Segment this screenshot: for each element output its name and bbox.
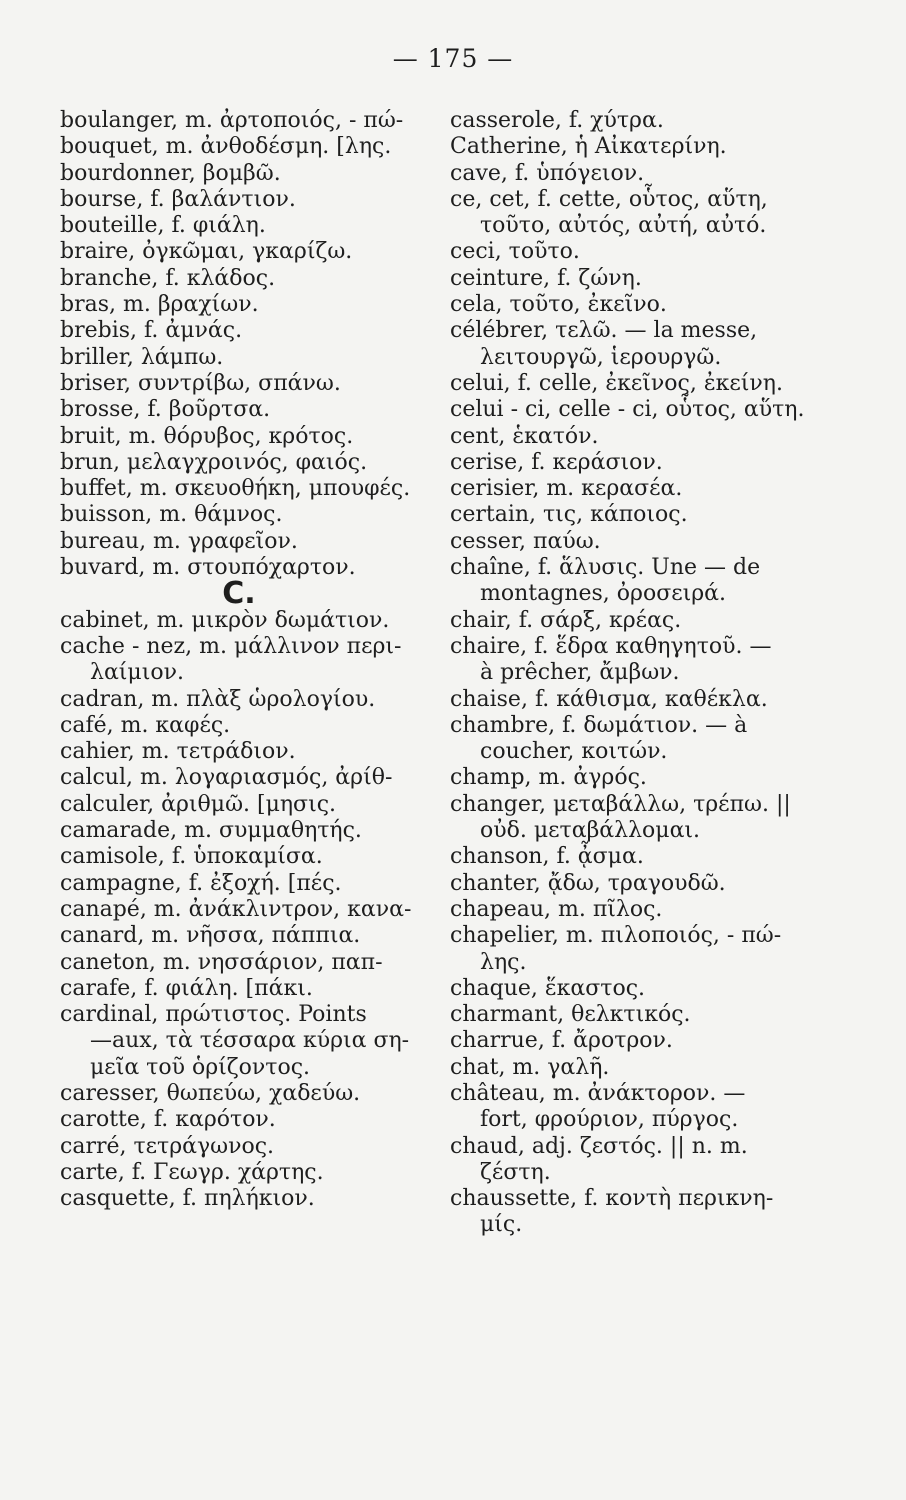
right-column [450,108,848,1239]
dictionary-line: certain, τις, κάποιος. [450,502,688,528]
dictionary-line: ce, cet, f. cette, οὗτος, αὕτη, [450,186,768,212]
dictionary-line: charrue, f. ἄροτρον. [450,1028,673,1054]
dictionary-line: bourdonner, βομβῶ. [60,160,281,186]
dictionary-line: celui, f. celle, ἐκεῖνος, ἐκείνη. [450,370,783,396]
dictionary-line: μίς. [480,1212,523,1238]
dictionary-line: λαίμιον. [90,660,184,686]
dictionary-line: buisson, m. θάμνος. [60,502,283,528]
dictionary-line: cerisier, m. κερασέα. [450,476,683,502]
dictionary-line: cesser, παύω. [450,528,601,554]
dictionary-line: carotte, f. καρότον. [60,1107,276,1133]
dictionary-line: casserole, f. χύτρα. [450,108,664,133]
dictionary-line: chambre, f. δωμάτιον. — à [450,712,748,738]
dictionary-line: cela, τοῦτο, ἐκεῖνο. [450,292,667,318]
page-number: — 175 — [392,44,514,73]
dictionary-line: bouquet, m. ἀνθοδέσμη. [λης. [60,134,392,160]
dictionary-line: briser, συντρίβω, σπάνω. [60,370,341,396]
dictionary-line: cent, ἑκατόν. [450,423,599,449]
dictionary-line: chaussette, f. κοντὴ περικνη- [450,1186,774,1212]
dictionary-line: camisole, f. ὑποκαμίσα. [60,844,323,870]
dictionary-line: bureau, m. γραφεῖον. [60,528,298,554]
dictionary-line: οὐδ. μεταβάλλομαι. [480,818,701,844]
dictionary-line: chaire, f. ἕδρα καθηγητοῦ. — [450,633,772,659]
left-column [60,108,458,1212]
dictionary-line: chair, f. σάρξ, κρέας. [450,607,682,633]
dictionary-line: chat, m. γαλῆ. [450,1054,610,1080]
dictionary-line: ceinture, f. ζώνη. [450,265,642,291]
dictionary-line: branche, f. κλάδος. [60,265,276,291]
dictionary-line: boulanger, m. ἀρτοποιός, - πώ- [60,108,404,133]
dictionary-line: bras, m. βραχίων. [60,292,259,318]
dictionary-line: changer, μεταβάλλω, τρέπω. || [450,791,791,817]
dictionary-line: chapelier, m. πιλοποιός, - πώ- [450,923,782,949]
dictionary-line: cahier, m. τετράδιον. [60,739,296,765]
section-heading: C. [222,576,256,612]
dictionary-line: cardinal, πρώτιστος. Points [60,1002,367,1028]
dictionary-line: calcul, m. λογαριασμός, ἀρίθ- [60,765,393,791]
dictionary-line: chaise, f. κάθισμα, καθέκλα. [450,686,768,712]
dictionary-line: chanter, ᾄδω, τραγουδῶ. [450,870,726,896]
dictionary-line: ceci, τοῦτο. [450,239,580,265]
dictionary-line: cache - nez, m. μάλλινον περι- [60,633,402,659]
dictionary-line: chapeau, m. πῖλος. [450,896,663,922]
dictionary-line: chanson, f. ᾆσμα. [450,844,644,870]
dictionary-line: buffet, m. σκευοθήκη, μπουφές. [60,476,411,502]
dictionary-line: chaud, adj. ζεστός. || n. m. [450,1133,748,1159]
dictionary-line: cadran, m. πλὰξ ὡρολογίου. [60,686,376,712]
dictionary-line: camarade, m. συμμαθητής. [60,818,362,844]
dictionary-line: caresser, θωπεύω, χαδεύω. [60,1080,361,1106]
dictionary-line: cabinet, m. μικρὸν δωμάτιον. [60,607,390,633]
dictionary-line: bouteille, f. φιάλη. [60,213,266,239]
dictionary-line: caneton, m. νησσάριον, παπ- [60,949,383,975]
dictionary-line: canard, m. νῆσσα, πάππια. [60,923,361,949]
dictionary-line: charmant, θελκτικός. [450,1002,691,1028]
dictionary-line: montagnes, ὀροσειρά. [480,581,727,607]
dictionary-line: chaque, ἕκαστος. [450,975,646,1001]
dictionary-line: carte, f. Γεωγρ. χάρτης. [60,1159,324,1185]
dictionary-line: briller, λάμπω. [60,344,224,370]
dictionary-line: chaîne, f. ἅλυσις. Une — de [450,555,761,581]
dictionary-line: λειτουργῶ, ἱερουργῶ. [480,344,722,370]
dictionary-line: café, m. καφές. [60,712,231,738]
dictionary-line: cerise, f. κεράσιον. [450,449,663,475]
dictionary-line: calculer, ἀριθμῶ. [μησις. [60,791,337,817]
dictionary-line: château, m. ἀνάκτορον. — [450,1080,746,1106]
dictionary-line: brosse, f. βοῦρτσα. [60,397,271,423]
dictionary-line: champ, m. ἀγρός. [450,765,647,791]
dictionary-line: buvard, m. στουπόχαρτον. [60,555,356,581]
dictionary-line: ζέστη. [480,1159,551,1185]
dictionary-line: Catherine, ἡ Αἰκατερίνη. [450,134,727,160]
dictionary-line: coucher, κοιτών. [480,739,668,765]
dictionary-line: casquette, f. πηλήκιον. [60,1186,315,1212]
dictionary-line: braire, ὀγκῶμαι, γκαρίζω. [60,239,353,265]
dictionary-line: célébrer, τελῶ. — la messe, [450,318,758,344]
dictionary-line: bruit, m. θόρυβος, κρότος. [60,423,354,449]
dictionary-line: celui - ci, celle - ci, οὗτος, αὕτη. [450,397,805,423]
dictionary-line: bourse, f. βαλάντιον. [60,186,296,212]
dictionary-line: τοῦτο, αὐτός, αὐτή, αὐτό. [480,213,767,239]
dictionary-line: cave, f. ὑπόγειον. [450,160,645,186]
dictionary-line: carré, τετράγωνος. [60,1133,275,1159]
dictionary-line: λης. [480,949,527,975]
dictionary-line: à prêcher, ἄμβων. [480,660,680,686]
dictionary-line: brebis, f. ἀμνάς. [60,318,243,344]
dictionary-line: canapé, m. ἀνάκλιντρον, κανα- [60,896,412,922]
dictionary-line: carafe, f. φιάλη. [πάκι. [60,975,313,1001]
dictionary-line: fort, φρούριον, πύργος. [480,1107,739,1133]
dictionary-line: μεῖα τοῦ ὁρίζοντος. [90,1054,311,1080]
dictionary-line: —aux, τὰ τέσσαρα κύρια ση- [90,1028,410,1054]
dictionary-line: brun, μελαγχροινός, φαιός. [60,449,368,475]
dictionary-line: campagne, f. ἐξοχή. [πές. [60,870,342,896]
